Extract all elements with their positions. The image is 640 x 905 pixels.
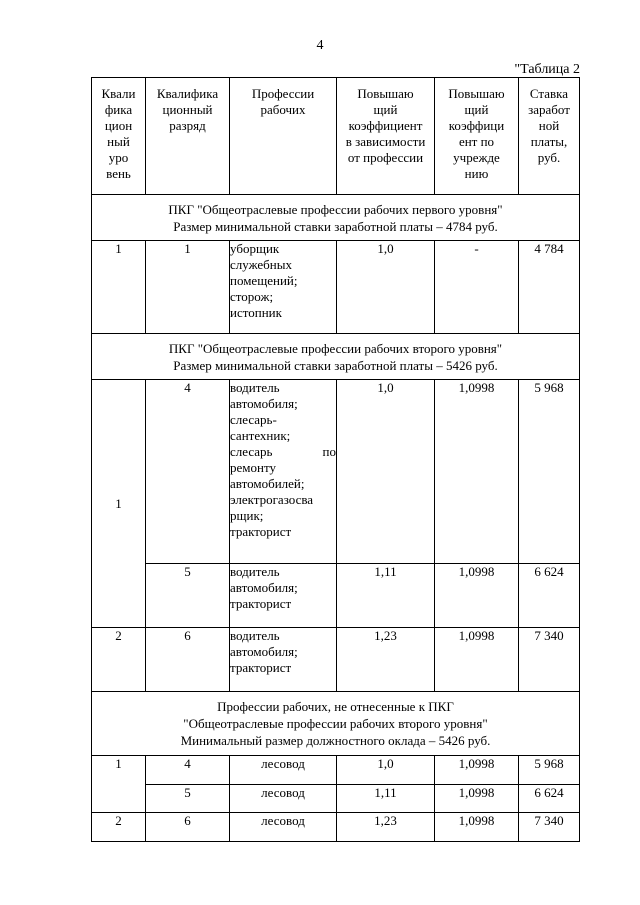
cell-coef-institution: 1,0998: [435, 785, 519, 813]
cell-coef-institution: 1,0998: [435, 813, 519, 842]
section-3-caption: [92, 692, 580, 756]
cell-coef-profession: 1,0: [337, 756, 435, 785]
header-coef-institution: Повышаю щий коэффици ент по учрежде нию: [435, 78, 519, 195]
cell-grade: 5: [146, 564, 230, 628]
cell-level: 2: [92, 628, 146, 692]
cell-salary-rate: 5 968: [519, 380, 580, 564]
cell-salary-rate: 5 968: [519, 756, 580, 785]
table-row: [92, 756, 580, 785]
section-title: "Общеотраслевые профессии рабочих второго уровня": [183, 716, 488, 731]
cell-profession: лесовод: [230, 813, 337, 842]
section-header: [92, 195, 580, 241]
cell-coef-institution: -: [435, 241, 519, 334]
section-1-caption: [92, 195, 580, 241]
cell-coef-profession: 1,23: [337, 628, 435, 692]
table-row: [92, 241, 580, 334]
table-row: [92, 628, 580, 692]
table-row: [92, 564, 580, 628]
cell-grade: 6: [146, 813, 230, 842]
header-qualification-grade: Квалифика ционный разряд: [146, 78, 230, 195]
section-title: ПКГ "Общеотраслевые профессии рабочих первого уровня": [168, 201, 503, 217]
table-caption: "Таблица 2: [514, 62, 580, 77]
section-subtitle: Размер минимальной ставки заработной платы – 4784 руб.: [173, 218, 498, 234]
cell-salary-rate: 6 624: [519, 564, 580, 628]
cell-profession: лесовод: [230, 785, 337, 813]
section-2-caption: [92, 334, 580, 380]
cell-grade: 4: [146, 756, 230, 785]
cell-coef-profession: 1,0: [337, 241, 435, 334]
section-header: [92, 334, 580, 380]
header-professions: Профессии рабочих: [230, 78, 337, 195]
cell-level: 1: [92, 380, 146, 628]
cell-profession: лесовод: [230, 756, 337, 785]
cell-coef-profession: 1,11: [337, 564, 435, 628]
cell-professions: водитель автомобиля; слесарь- сантехник; слесарь по ремонту автомобилей; электрогазосва рщик; тракторист: [230, 380, 337, 564]
cell-level: 1: [92, 241, 146, 334]
cell-grade: 6: [146, 628, 230, 692]
cell-coef-institution: 1,0998: [435, 756, 519, 785]
cell-salary-rate: 4 784: [519, 241, 580, 334]
salary-table: [91, 77, 580, 842]
table-row: [92, 813, 580, 842]
cell-coef-institution: 1,0998: [435, 564, 519, 628]
table-row: [92, 785, 580, 813]
cell-grade: 1: [146, 241, 230, 334]
page-number: 4: [316, 38, 324, 53]
table-row: [92, 380, 580, 564]
header-coef-profession: Повышаю щий коэффициент в зависимости от профессии: [337, 78, 435, 195]
cell-professions: водитель автомобиля; тракторист: [230, 628, 337, 692]
cell-level: 2: [92, 813, 146, 842]
cell-salary-rate: 7 340: [519, 628, 580, 692]
cell-coef-profession: 1,11: [337, 785, 435, 813]
section-subtitle: Минимальный размер должностного оклада – 5426 руб.: [180, 733, 491, 748]
table-header-row: [92, 78, 580, 195]
section-title: ПКГ "Общеотраслевые профессии рабочих второго уровня": [168, 340, 503, 356]
cell-grade: 4: [146, 380, 230, 564]
cell-professions: водитель автомобиля; тракторист: [230, 564, 337, 628]
cell-coef-profession: 1,0: [337, 380, 435, 564]
section-subtitle: Размер минимальной ставки заработной платы – 5426 руб.: [173, 357, 498, 373]
cell-coef-institution: 1,0998: [435, 628, 519, 692]
cell-grade: 5: [146, 785, 230, 813]
cell-level: 1: [92, 756, 146, 813]
header-salary-rate: Ставка заработ ной платы, руб.: [519, 78, 580, 195]
cell-salary-rate: 7 340: [519, 813, 580, 842]
header-qualification-level: Квали фика цион ный уро вень: [92, 78, 146, 195]
section-header: [92, 692, 580, 756]
section-title: Профессии рабочих, не отнесенные к ПКГ: [217, 699, 454, 714]
cell-coef-profession: 1,23: [337, 813, 435, 842]
cell-salary-rate: 6 624: [519, 785, 580, 813]
cell-coef-institution: 1,0998: [435, 380, 519, 564]
cell-professions: уборщик служебных помещений; сторож; истопник: [230, 241, 337, 334]
